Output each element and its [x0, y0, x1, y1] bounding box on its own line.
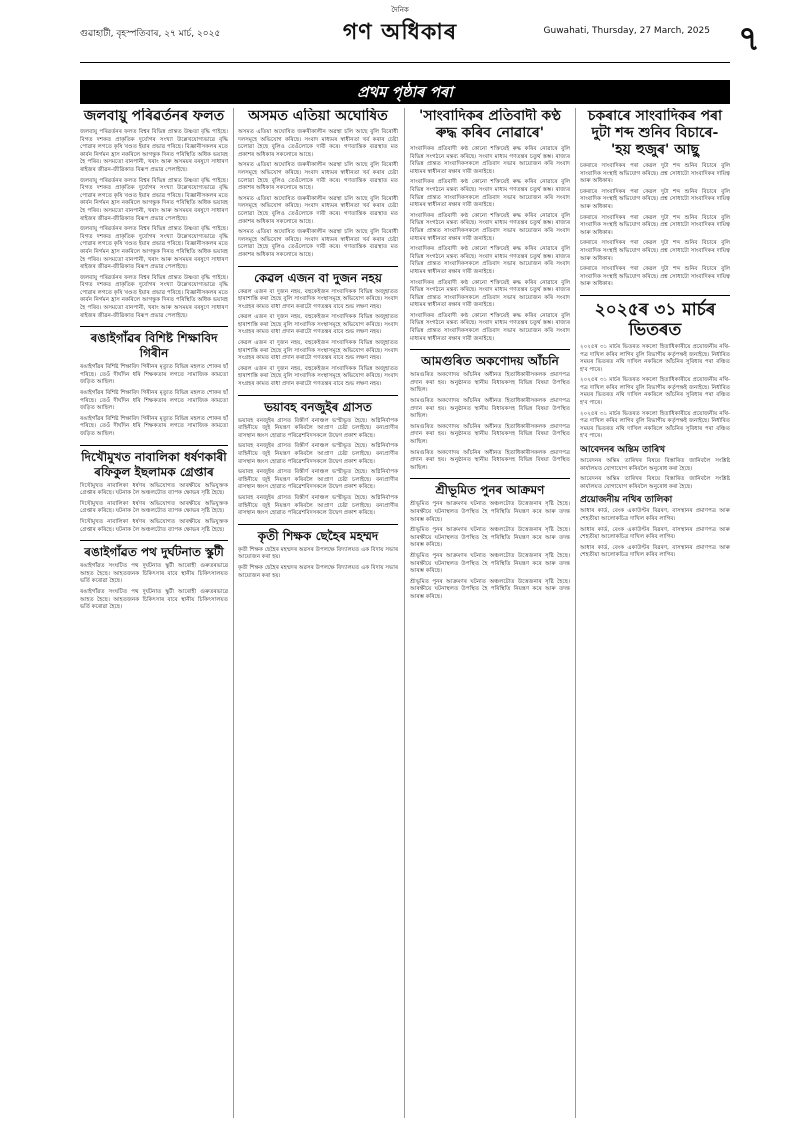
article-text: সাংবাদিকৰ প্ৰতিবাদী কণ্ঠ কোনো শক্তিয়েই ৰুদ্ধ কৰিব নোৱাৰে বুলি বিভিন্ন সংগঠনে মন্তব্য কৰিছে। সংবাদ মাধ্যম গণতন্ত্ৰৰ চতুৰ্থ স্তম্ভ। ৰাজ্যৰ বিভিন্ন প্ৰান্তত সাংবাদিকসকলে প্ৰতিবাদ সভাৰ আয়োজন কৰি সংবাদ মাধ্যমৰ স্বাধীনতা ৰক্ষাৰ দাবী জনাইছে।: [410, 246, 570, 275]
article-text: আমগুৰিত অকণোদয় আঁচনিৰ অধীনত হিতাধিকাৰীসকলক প্ৰমাণপত্ৰ প্ৰদান কৰা হয়। অনুষ্ঠানত স্থানীয় বিধায়কসহ বিভিন্ন বিষয়া উপস্থিত আছিল।: [410, 398, 570, 420]
article-text: জলবায়ু পৰিৱৰ্তনৰ ফলত বিশ্বৰ বিভিন্ন প্ৰান্তত উষ্ণতা বৃদ্ধি পাইছে। বিগত দশকত প্ৰাকৃতিক দুৰ্যোগৰ সংখ্যা উল্লেখযোগ্যভাৱে বৃদ্ধি পোৱাৰ লগতে কৃষি খণ্ডত ইয়াৰ প্ৰভাৱ পৰিছে। বিজ্ঞানীসকলৰ মতে কাৰ্বন নিৰ্গমন হ্ৰাস নকৰিলে আগন্তুক দিনত পৰিস্থিতি অধিক ভয়াবহ হৈ পৰিব। অসমতো বানপানী, খৰাং আৰু অসময়ৰ বৰষুণে সাধাৰণ ৰাইজৰ জীৱন-জীৱিকাত বিৰূপ প্ৰভাৱ পেলাইছে।: [80, 177, 228, 222]
article-text: ৰঙাইগাঁৱৰ বিশিষ্ট শিক্ষাবিদ গিৰীনৰ মৃত্যুত বিভিন্ন মহলত শোকৰ ছাঁ পৰিছে। তেওঁ দীৰ্ঘদিন ধৰি শিক্ষকতাৰ লগতে সামাজিক কামতো জড়িত আছিল।: [80, 364, 228, 386]
headline-wildfire: ভয়াবহ বনজুইৰ গ্ৰাসত: [238, 395, 398, 415]
page-number: ৭: [737, 19, 761, 59]
article-text: আধাৰ কাৰ্ড, বেংক একাউণ্টৰ বিৱৰণ, বাসস্থানৰ প্ৰমাণপত্ৰ আৰু শেহতীয়া আলোকচিত্ৰ দাখিল কৰিব লাগিব।: [580, 526, 730, 541]
article-text: সাংবাদিকৰ প্ৰতিবাদী কণ্ঠ কোনো শক্তিয়েই ৰুদ্ধ কৰিব নোৱাৰে বুলি বিভিন্ন সংগঠনে মন্তব্য কৰিছে। সংবাদ মাধ্যম গণতন্ত্ৰৰ চতুৰ্থ স্তম্ভ। ৰাজ্যৰ বিভিন্ন প্ৰান্তত সাংবাদিকসকলে প্ৰতিবাদ সভাৰ আয়োজন কৰি সংবাদ মাধ্যমৰ স্বাধীনতা ৰক্ষাৰ দাবী জনাইছে।: [410, 212, 570, 242]
column-3: [410, 108, 570, 1123]
headline-journalists: কেৱল এজন বা দুজন নহয়: [238, 266, 398, 286]
newspaper-logo: [300, 6, 500, 50]
headline-attack: শ্ৰীভূমিত পুনৰ আক্ৰমণ: [410, 478, 570, 498]
article-text: ভয়াবহ বনজুইৰ গ্ৰাসত বিস্তীৰ্ণ বনাঞ্চল ভস্মীভূত হৈছে। অগ্নিনিৰ্বাপক বাহিনীয়ে জুই নিয়ন্ত্ৰণ কৰিবলৈ আপ্ৰাণ চেষ্টা চলাইছে। বন্যপ্ৰাণীৰ বাসস্থান ধ্বংস হোৱাত পৰিৱেশবিদসকলে উদ্বেগ প্ৰকাশ কৰিছে।: [238, 443, 398, 465]
article-text: কেৱল এজন বা দুজন নহয়, বহুকেইজন সাংবাদিকক বিভিন্ন অজুহাতত হাৰাশাস্তি কৰা হৈছে বুলি সাংবাদিক সংস্থাসমূহে অভিযোগ কৰিছে। সংবাদ সংগ্ৰহৰ কামত বাধা প্ৰদান কৰাটো গণতন্ত্ৰৰ বাবে শুভ লক্ষণ নহয়।: [238, 288, 398, 310]
article-text: ৰঙাইগাঁৱত সংঘটিত পথ দুৰ্ঘটনাত স্কুটী আৰোহী গুৰুতৰভাৱে আহত হৈছে। আহতজনক চিকিৎসাৰ বাবে স্থানীয় চিকিৎসালয়ত ভৰ্তি কৰোৱা হৈছে।: [80, 563, 228, 585]
article-text: ভয়াবহ বনজুইৰ গ্ৰাসত বিস্তীৰ্ণ বনাঞ্চল ভস্মীভূত হৈছে। অগ্নিনিৰ্বাপক বাহিনীয়ে জুই নিয়ন্ত্ৰণ কৰিবলৈ আপ্ৰাণ চেষ্টা চলাইছে। বন্যপ্ৰাণীৰ বাসস্থান ধ্বংস হোৱাত পৰিৱেশবিদসকলে উদ্বেগ প্ৰকাশ কৰিছে।: [238, 494, 398, 517]
article-text: চকৰাৰে সাংবাদিকৰ পৰা কেৱল দুটা শব্দ শুনিব বিচাৰে বুলি সাংবাদিক সংস্থাই অভিযোগ কৰিছে। প্ৰশ্ন সোধাটো সাংবাদিকৰ দায়িত্ব আৰু অধিকাৰ।: [580, 163, 730, 185]
article-text: কৃতী শিক্ষক ছেহৈৰ মহম্মদৰ অৱসৰ উপলক্ষে বিদ্যালয়ত এক বিদায় সভাৰ আয়োজন কৰা হয়।: [238, 546, 398, 561]
article-text: ৰঙাইগাঁৱৰ বিশিষ্ট শিক্ষাবিদ গিৰীনৰ মৃত্যুত বিভিন্ন মহলত শোকৰ ছাঁ পৰিছে। তেওঁ দীৰ্ঘদিন ধৰি শিক্ষকতাৰ লগতে সামাজিক কামতো জড়িত আছিল।: [80, 390, 228, 412]
headline-scheme: আমগুৰিত অকণোদয় আঁচনি: [410, 349, 570, 369]
headline-arrest: দিখৌমুখত নাবালিকা ধৰ্ষণকাৰী ৰফিকুল ইছলামক গ্ৰেপ্তাৰ: [80, 445, 228, 480]
article-text: চকৰাৰে সাংবাদিকৰ পৰা কেৱল দুটা শব্দ শুনিব বিচাৰে বুলি সাংবাদিক সংস্থাই অভিযোগ কৰিছে। প্ৰশ্ন সোধাটো সাংবাদিকৰ দায়িত্ব আৰু অধিকাৰ।: [580, 214, 730, 236]
headline-emergency: অসমত এতিয়া অঘোষিত: [248, 108, 388, 124]
article-text: জলবায়ু পৰিৱৰ্তনৰ ফলত বিশ্বৰ বিভিন্ন প্ৰান্তত উষ্ণতা বৃদ্ধি পাইছে। বিগত দশকত প্ৰাকৃতিক দুৰ্যোগৰ সংখ্যা উল্লেখযোগ্যভাৱে বৃদ্ধি পোৱাৰ লগতে কৃষি খণ্ডত ইয়াৰ প্ৰভাৱ পৰিছে। বিজ্ঞানীসকলৰ মতে কাৰ্বন নিৰ্গমন হ্ৰাস নকৰিলে আগন্তুক দিনত পৰিস্থিতি অধিক ভয়াবহ হৈ পৰিব। অসমতো বানপানী, খৰাং আৰু অসময়ৰ বৰষুণে সাধাৰণ ৰাইজৰ জীৱন-জীৱিকাত বিৰূপ প্ৰভাৱ পেলাইছে।: [80, 129, 228, 173]
article-text: ভয়াবহ বনজুইৰ গ্ৰাসত বিস্তীৰ্ণ বনাঞ্চল ভস্মীভূত হৈছে। অগ্নিনিৰ্বাপক বাহিনীয়ে জুই নিয়ন্ত্ৰণ কৰিবলৈ আপ্ৰাণ চেষ্টা চলাইছে। বন্যপ্ৰাণীৰ বাসস্থান ধ্বংস হোৱাত পৰিৱেশবিদসকলে উদ্বেগ প্ৰকাশ কৰিছে।: [238, 417, 398, 439]
column-4: [580, 108, 730, 1123]
article-text: দিখৌমুখত নাবালিকা ধৰ্ষণৰ অভিযোগত আৰক্ষীয়ে অভিযুক্তক গ্ৰেপ্তাৰ কৰিছে। ঘটনাক লৈ অঞ্চলটোত ব্যাপক ক্ষোভৰ সৃষ্টি হৈছে।: [80, 500, 228, 515]
headline-press: চকৰাৰে সাংবাদিকৰ পৰা দুটা শব্দ শুনিব বিচাৰে- 'হয় হুজুৰ' আছু: [587, 108, 723, 158]
article-text: ৰঙাইগাঁৱত সংঘটিত পথ দুৰ্ঘটনাত স্কুটী আৰোহী গুৰুতৰভাৱে আহত হৈছে। আহতজনক চিকিৎসাৰ বাবে স্থানীয় চিকিৎসালয়ত ভৰ্তি কৰোৱা হৈছে।: [80, 588, 228, 611]
article-text: শ্ৰীভূমিত পুনৰ আক্ৰমণৰ ঘটনাত অঞ্চলটোত উত্তেজনাৰ সৃষ্টি হৈছে। আৰক্ষীয়ে ঘটনাস্থলত উপস্থিত হৈ পৰিস্থিতি নিয়ন্ত্ৰণ কৰে আৰু তদন্ত আৰম্ভ কৰিছে।: [410, 527, 570, 549]
article-text: সাংবাদিকৰ প্ৰতিবাদী কণ্ঠ কোনো শক্তিয়েই ৰুদ্ধ কৰিব নোৱাৰে বুলি বিভিন্ন সংগঠনে মন্তব্য কৰিছে। সংবাদ মাধ্যম গণতন্ত্ৰৰ চতুৰ্থ স্তম্ভ। ৰাজ্যৰ বিভিন্ন প্ৰান্তত সাংবাদিকসকলে প্ৰতিবাদ সভাৰ আয়োজন কৰি সংবাদ মাধ্যমৰ স্বাধীনতা ৰক্ষাৰ দাবী জনাইছে।: [410, 312, 570, 342]
article-text: আমগুৰিত অকণোদয় আঁচনিৰ অধীনত হিতাধিকাৰীসকলক প্ৰমাণপত্ৰ প্ৰদান কৰা হয়। অনুষ্ঠানত স্থানীয় বিধায়কসহ বিভিন্ন বিষয়া উপস্থিত আছিল।: [410, 423, 570, 445]
article-text: অসমত এতিয়া অঘোষিত জৰুৰীকালীন অৱস্থা চলি আছে বুলি বিৰোধী দলসমূহে অভিযোগ কৰিছে। সংবাদ মাধ্যমৰ স্বাধীনতা খৰ্ব কৰাৰ চেষ্টা চলোৱা হৈছে বুলিও তেওঁলোকে দাবী কৰে। গণতান্ত্ৰিক ব্যৱস্থাত মত প্ৰকাশৰ অধিকাৰ সকলোৰে আছে।: [238, 195, 398, 225]
masthead: [0, 0, 800, 58]
article-text: চকৰাৰে সাংবাদিকৰ পৰা কেৱল দুটা শব্দ শুনিব বিচাৰে বুলি সাংবাদিক সংস্থাই অভিযোগ কৰিছে। প্ৰশ্ন সোধাটো সাংবাদিকৰ দায়িত্ব আৰু অধিকাৰ।: [580, 240, 730, 262]
article-text: ৰঙাইগাঁৱৰ বিশিষ্ট শিক্ষাবিদ গিৰীনৰ মৃত্যুত বিভিন্ন মহলত শোকৰ ছাঁ পৰিছে। তেওঁ দীৰ্ঘদিন ধৰি শিক্ষকতাৰ লগতে সামাজিক কামতো জড়িত আছিল।: [80, 415, 228, 437]
headline-protest: 'সাংবাদিকৰ প্ৰতিবাদী কণ্ঠ ৰুদ্ধ কৰিব নোৱাৰে': [419, 108, 561, 141]
column-divider: [233, 108, 234, 1118]
article-text: চকৰাৰে সাংবাদিকৰ পৰা কেৱল দুটা শব্দ শুনিব বিচাৰে বুলি সাংবাদিক সংস্থাই অভিযোগ কৰিছে। প্ৰশ্ন সোধাটো সাংবাদিকৰ দায়িত্ব আৰু অধিকাৰ।: [580, 188, 730, 210]
article-text: কৃতী শিক্ষক ছেহৈৰ মহম্মদৰ অৱসৰ উপলক্ষে বিদ্যালয়ত এক বিদায় সভাৰ আয়োজন কৰা হয়।: [238, 564, 398, 579]
article-text: আবেদনৰ অন্তিম তাৰিখৰ বিষয়ে বিস্তাৰিত জানিবলৈ সংশ্লিষ্ট কাৰ্যালয়ত যোগাযোগ কৰিবলৈ অনুৰোধ কৰা হৈছে।: [580, 476, 730, 490]
logo-text: গণ অধিকাৰ: [342, 19, 458, 45]
article-text: ২০২৫ৰ ৩১ মাৰ্চৰ ভিতৰত সকলো হিতাধিকাৰীয়ে প্ৰয়োজনীয় নথি-পত্ৰ দাখিল কৰিব লাগিব বুলি বিভাগীয় কৰ্তৃপক্ষই জনাইছে। নিৰ্ধাৰিত সময়ৰ ভিতৰত নথি দাখিল নকৰিলে আঁচনিৰ সুবিধাৰ পৰা বঞ্চিত হ'ব পাৰে।: [580, 343, 730, 373]
article-text: চকৰাৰে সাংবাদিকৰ পৰা কেৱল দুটা শব্দ শুনিব বিচাৰে বুলি সাংবাদিক সংস্থাই অভিযোগ কৰিছে। প্ৰশ্ন সোধাটো সাংবাদিকৰ দায়িত্ব আৰু অধিকাৰ।: [580, 266, 730, 288]
headline-educationist: ৰঙাইগাঁৱৰ বিশিষ্ট শিক্ষাবিদ গিৰীন: [80, 326, 228, 361]
article-text: দিখৌমুখত নাবালিকা ধৰ্ষণৰ অভিযোগত আৰক্ষীয়ে অভিযুক্তক গ্ৰেপ্তাৰ কৰিছে। ঘটনাক লৈ অঞ্চলটোত ব্যাপক ক্ষোভৰ সৃষ্টি হৈছে।: [80, 482, 228, 497]
article-text: শ্ৰীভূমিত পুনৰ আক্ৰমণৰ ঘটনাত অঞ্চলটোত উত্তেজনাৰ সৃষ্টি হৈছে। আৰক্ষীয়ে ঘটনাস্থলত উপস্থিত হৈ পৰিস্থিতি নিয়ন্ত্ৰণ কৰে আৰু তদন্ত আৰম্ভ কৰিছে।: [410, 578, 570, 600]
article-text: সাংবাদিকৰ প্ৰতিবাদী কণ্ঠ কোনো শক্তিয়েই ৰুদ্ধ কৰিব নোৱাৰে বুলি বিভিন্ন সংগঠনে মন্তব্য কৰিছে। সংবাদ মাধ্যম গণতন্ত্ৰৰ চতুৰ্থ স্তম্ভ। ৰাজ্যৰ বিভিন্ন প্ৰান্তত সাংবাদিকসকলে প্ৰতিবাদ সভাৰ আয়োজন কৰি সংবাদ মাধ্যমৰ স্বাধীনতা ৰক্ষাৰ দাবী জনাইছে।: [410, 146, 570, 175]
article-text: আমগুৰিত অকণোদয় আঁচনিৰ অধীনত হিতাধিকাৰীসকলক প্ৰমাণপত্ৰ প্ৰদান কৰা হয়। অনুষ্ঠানত স্থানীয় বিধায়কসহ বিভিন্ন বিষয়া উপস্থিত আছিল।: [410, 372, 570, 394]
column-2: [238, 108, 398, 1123]
article-text: কেৱল এজন বা দুজন নহয়, বহুকেইজন সাংবাদিকক বিভিন্ন অজুহাতত হাৰাশাস্তি কৰা হৈছে বুলি সাংবাদিক সংস্থাসমূহে অভিযোগ কৰিছে। সংবাদ সংগ্ৰহৰ কামত বাধা প্ৰদান কৰাটো গণতন্ত্ৰৰ বাবে শুভ লক্ষণ নহয়।: [238, 314, 398, 336]
article-text: আবেদনৰ অন্তিম তাৰিখৰ বিষয়ে বিস্তাৰিত জানিবলৈ সংশ্লিষ্ট কাৰ্যালয়ত যোগাযোগ কৰিবলৈ অনুৰোধ কৰা হৈছে।: [580, 458, 730, 472]
article-text: ভয়াবহ বনজুইৰ গ্ৰাসত বিস্তীৰ্ণ বনাঞ্চল ভস্মীভূত হৈছে। অগ্নিনিৰ্বাপক বাহিনীয়ে জুই নিয়ন্ত্ৰণ কৰিবলৈ আপ্ৰাণ চেষ্টা চলাইছে। বন্যপ্ৰাণীৰ বাসস্থান ধ্বংস হোৱাত পৰিৱেশবিদসকলে উদ্বেগ প্ৰকাশ কৰিছে।: [238, 469, 398, 491]
article-text: শ্ৰীভূমিত পুনৰ আক্ৰমণৰ ঘটনাত অঞ্চলটোত উত্তেজনাৰ সৃষ্টি হৈছে। আৰক্ষীয়ে ঘটনাস্থলত উপস্থিত হৈ পৰিস্থিতি নিয়ন্ত্ৰণ কৰে আৰু তদন্ত আৰম্ভ কৰিছে।: [410, 552, 570, 575]
article-text: অসমত এতিয়া অঘোষিত জৰুৰীকালীন অৱস্থা চলি আছে বুলি বিৰোধী দলসমূহে অভিযোগ কৰিছে। সংবাদ মাধ্যমৰ স্বাধীনতা খৰ্ব কৰাৰ চেষ্টা চলোৱা হৈছে বুলিও তেওঁলোকে দাবী কৰে। গণতান্ত্ৰিক ব্যৱস্থাত মত প্ৰকাশৰ অধিকাৰ সকলোৰে আছে।: [238, 162, 398, 192]
headline-deadline: ২০২৫ৰ ৩১ মাৰ্চৰ ভিতৰত: [580, 295, 730, 340]
headline-accident: ৰঙাইগাঁৱত পথ দুৰ্ঘটনাত স্কুটী: [80, 540, 228, 560]
article-text: ২০২৫ৰ ৩১ মাৰ্চৰ ভিতৰত সকলো হিতাধিকাৰীয়ে প্ৰয়োজনীয় নথি-পত্ৰ দাখিল কৰিব লাগিব বুলি বিভাগীয় কৰ্তৃপক্ষই জনাইছে। নিৰ্ধাৰিত সময়ৰ ভিতৰত নথি দাখিল নকৰিলে আঁচনিৰ সুবিধাৰ পৰা বঞ্চিত হ'ব পাৰে।: [580, 410, 730, 440]
article-text: আমগুৰিত অকণোদয় আঁচনিৰ অধীনত হিতাধিকাৰীসকলক প্ৰমাণপত্ৰ প্ৰদান কৰা হয়। অনুষ্ঠানত স্থানীয় বিধায়কসহ বিভিন্ন বিষয়া উপস্থিত আছিল।: [410, 449, 570, 471]
article-text: জলবায়ু পৰিৱৰ্তনৰ ফলত বিশ্বৰ বিভিন্ন প্ৰান্তত উষ্ণতা বৃদ্ধি পাইছে। বিগত দশকত প্ৰাকৃতিক দুৰ্যোগৰ সংখ্যা উল্লেখযোগ্যভাৱে বৃদ্ধি পোৱাৰ লগতে কৃষি খণ্ডত ইয়াৰ প্ৰভাৱ পৰিছে। বিজ্ঞানীসকলৰ মতে কাৰ্বন নিৰ্গমন হ্ৰাস নকৰিলে আগন্তুক দিনত পৰিস্থিতি অধিক ভয়াবহ হৈ পৰিব। অসমতো বানপানী, খৰাং আৰু অসময়ৰ বৰষুণে সাধাৰণ ৰাইজৰ জীৱন-জীৱিকাত বিৰূপ প্ৰভাৱ পেলাইছে।: [80, 274, 228, 319]
article-text: অসমত এতিয়া অঘোষিত জৰুৰীকালীন অৱস্থা চলি আছে বুলি বিৰোধী দলসমূহে অভিযোগ কৰিছে। সংবাদ মাধ্যমৰ স্বাধীনতা খৰ্ব কৰাৰ চেষ্টা চলোৱা হৈছে বুলিও তেওঁলোকে দাবী কৰে। গণতান্ত্ৰিক ব্যৱস্থাত মত প্ৰকাশৰ অধিকাৰ সকলোৰে আছে।: [238, 229, 398, 258]
column-divider: [404, 108, 405, 1118]
headline-teacher: কৃতী শিক্ষক ছেহৈৰ মহম্মদ: [238, 524, 398, 544]
column-divider: [575, 108, 576, 1118]
article-text: কেৱল এজন বা দুজন নহয়, বহুকেইজন সাংবাদিকক বিভিন্ন অজুহাতত হাৰাশাস্তি কৰা হৈছে বুলি সাংবাদিক সংস্থাসমূহে অভিযোগ কৰিছে। সংবাদ সংগ্ৰহৰ কামত বাধা প্ৰদান কৰাটো গণতন্ত্ৰৰ বাবে শুভ লক্ষণ নহয়।: [238, 340, 398, 362]
headline-climate: জলবায়ু পৰিৱৰ্তনৰ ফলত: [83, 108, 225, 124]
article-text: দিখৌমুখত নাবালিকা ধৰ্ষণৰ অভিযোগত আৰক্ষীয়ে অভিযুক্তক গ্ৰেপ্তাৰ কৰিছে। ঘটনাক লৈ অঞ্চলটোত ব্যাপক ক্ষোভৰ সৃষ্টি হৈছে।: [80, 518, 228, 533]
column-1: [80, 108, 228, 1123]
subheading: আবেদনৰ অন্তিম তাৰিখ: [580, 445, 666, 456]
article-text: সাংবাদিকৰ প্ৰতিবাদী কণ্ঠ কোনো শক্তিয়েই ৰুদ্ধ কৰিব নোৱাৰে বুলি বিভিন্ন সংগঠনে মন্তব্য কৰিছে। সংবাদ মাধ্যম গণতন্ত্ৰৰ চতুৰ্থ স্তম্ভ। ৰাজ্যৰ বিভিন্ন প্ৰান্তত সাংবাদিকসকলে প্ৰতিবাদ সভাৰ আয়োজন কৰি সংবাদ মাধ্যমৰ স্বাধীনতা ৰক্ষাৰ দাবী জনাইছে।: [410, 179, 570, 209]
article-text: জলবায়ু পৰিৱৰ্তনৰ ফলত বিশ্বৰ বিভিন্ন প্ৰান্তত উষ্ণতা বৃদ্ধি পাইছে। বিগত দশকত প্ৰাকৃতিক দুৰ্যোগৰ সংখ্যা উল্লেখযোগ্যভাৱে বৃদ্ধি পোৱাৰ লগতে কৃষি খণ্ডত ইয়াৰ প্ৰভাৱ পৰিছে। বিজ্ঞানীসকলৰ মতে কাৰ্বন নিৰ্গমন হ্ৰাস নকৰিলে আগন্তুক দিনত পৰিস্থিতি অধিক ভয়াবহ হৈ পৰিব। অসমতো বানপানী, খৰাং আৰু অসময়ৰ বৰষুণে সাধাৰণ ৰাইজৰ জীৱন-জীৱিকাত বিৰূপ প্ৰভাৱ পেলাইছে।: [80, 226, 228, 271]
header-rule: [80, 62, 730, 63]
article-text: অসমত এতিয়া অঘোষিত জৰুৰীকালীন অৱস্থা চলি আছে বুলি বিৰোধী দলসমূহে অভিযোগ কৰিছে। সংবাদ মাধ্যমৰ স্বাধীনতা খৰ্ব কৰাৰ চেষ্টা চলোৱা হৈছে বুলিও তেওঁলোকে দাবী কৰে। গণতান্ত্ৰিক ব্যৱস্থাত মত প্ৰকাশৰ অধিকাৰ সকলোৰে আছে।: [238, 129, 398, 158]
subheading: প্ৰয়োজনীয় নথিৰ তালিকা: [580, 495, 673, 506]
article-text: ২০২৫ৰ ৩১ মাৰ্চৰ ভিতৰত সকলো হিতাধিকাৰীয়ে প্ৰয়োজনীয় নথি-পত্ৰ দাখিল কৰিব লাগিব বুলি বিভাগীয় কৰ্তৃপক্ষই জনাইছে। নিৰ্ধাৰিত সময়ৰ ভিতৰত নথি দাখিল নকৰিলে আঁচনিৰ সুবিধাৰ পৰা বঞ্চিত হ'ব পাৰে।: [580, 377, 730, 407]
article-text: শ্ৰীভূমিত পুনৰ আক্ৰমণৰ ঘটনাত অঞ্চলটোত উত্তেজনাৰ সৃষ্টি হৈছে। আৰক্ষীয়ে ঘটনাস্থলত উপস্থিত হৈ পৰিস্থিতি নিয়ন্ত্ৰণ কৰে আৰু তদন্ত আৰম্ভ কৰিছে।: [410, 501, 570, 523]
article-text: কেৱল এজন বা দুজন নহয়, বহুকেইজন সাংবাদিকক বিভিন্ন অজুহাতত হাৰাশাস্তি কৰা হৈছে বুলি সাংবাদিক সংস্থাসমূহে অভিযোগ কৰিছে। সংবাদ সংগ্ৰহৰ কামত বাধা প্ৰদান কৰাটো গণতন্ত্ৰৰ বাবে শুভ লক্ষণ নহয়।: [238, 365, 398, 388]
article-text: সাংবাদিকৰ প্ৰতিবাদী কণ্ঠ কোনো শক্তিয়েই ৰুদ্ধ কৰিব নোৱাৰে বুলি বিভিন্ন সংগঠনে মন্তব্য কৰিছে। সংবাদ মাধ্যম গণতন্ত্ৰৰ চতুৰ্থ স্তম্ভ। ৰাজ্যৰ বিভিন্ন প্ৰান্তত সাংবাদিকসকলে প্ৰতিবাদ সভাৰ আয়োজন কৰি সংবাদ মাধ্যমৰ স্বাধীনতা ৰক্ষাৰ দাবী জনাইছে।: [410, 279, 570, 309]
article-text: আধাৰ কাৰ্ড, বেংক একাউণ্টৰ বিৱৰণ, বাসস্থানৰ প্ৰমাণপত্ৰ আৰু শেহতীয়া আলোকচিত্ৰ দাখিল কৰিব লাগিব।: [580, 508, 730, 522]
logo-tagline: দৈনিক: [391, 6, 409, 14]
section-banner: প্ৰথম পৃষ্ঠাৰ পৰা: [80, 80, 730, 104]
left-dateline: গুৱাহাটী, বৃহস্পতিবাৰ, ২৭ মাৰ্চ, ২০২৫: [80, 29, 221, 39]
right-dateline: Guwahati, Thursday, 27 March, 2025: [543, 26, 710, 36]
article-text: আধাৰ কাৰ্ড, বেংক একাউণ্টৰ বিৱৰণ, বাসস্থানৰ প্ৰমাণপত্ৰ আৰু শেহতীয়া আলোকচিত্ৰ দাখিল কৰিব লাগিব।: [580, 544, 730, 559]
